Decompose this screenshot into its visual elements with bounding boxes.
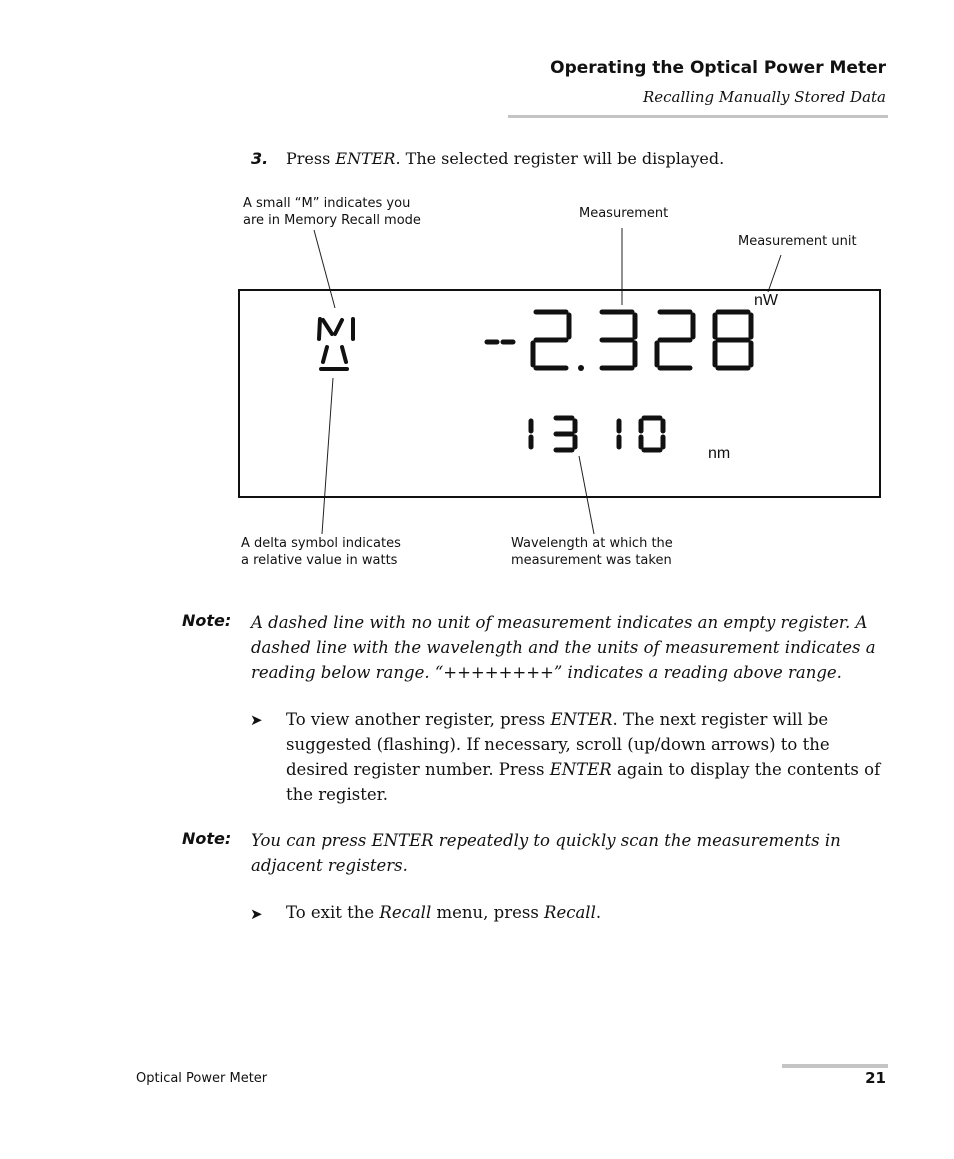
- chapter-title: Operating the Optical Power Meter: [550, 58, 886, 78]
- callout-unit: Measurement unit: [738, 234, 857, 249]
- bullet-arrow-icon: ➤: [250, 711, 263, 729]
- wavelength-digits: [531, 418, 663, 450]
- lcd-frame: [239, 290, 880, 497]
- callout-wavelength: Wavelength at which the measurement was taken: [511, 536, 673, 568]
- callout-memory: A small “M” indicates you are in Memory Recall mode: [243, 196, 421, 228]
- delta-icon: [321, 347, 347, 369]
- step-text: Press ENTER. The selected register will be displayed.: [286, 149, 725, 168]
- key-enter: ENTER: [335, 149, 396, 168]
- step-number: 3.: [251, 149, 269, 168]
- memory-m-icon: [319, 319, 353, 339]
- bullet-text: To exit the Recall menu, press Recall.: [286, 903, 602, 922]
- leader-lines: [314, 228, 781, 534]
- callout-measurement: Measurement: [579, 206, 669, 221]
- bullet-text: To view another register, press ENTER. The next register will be suggested (flashing). If necessary, scroll (up/down arrows) to the desired register number. Press ENTER again to display the contents of the register.: [286, 710, 881, 804]
- note-label: Note:: [182, 611, 232, 630]
- note-label: Note:: [182, 829, 232, 848]
- footer-rule: [782, 1064, 888, 1068]
- section-title: Recalling Manually Stored Data: [642, 88, 886, 106]
- power-reading-digits: [533, 312, 751, 371]
- page-number: 21: [865, 1069, 886, 1087]
- note-text: You can press ENTER repeatedly to quickly scan the measurements in adjacent registers.: [251, 831, 841, 875]
- note-text: A dashed line with no unit of measurement indicates an empty register. A dashed line with the wavelength and the units of measurement indicates a reading below range. “++++++++” indicates a reading above range.: [251, 613, 876, 682]
- decimal-point: [578, 365, 584, 371]
- callout-delta: A delta symbol indicates a relative value in watts: [241, 536, 401, 568]
- power-unit: nW: [754, 292, 778, 309]
- wavelength-unit: nm: [708, 445, 731, 462]
- bullet-arrow-icon: ➤: [250, 905, 263, 923]
- footer-product: Optical Power Meter: [136, 1071, 268, 1086]
